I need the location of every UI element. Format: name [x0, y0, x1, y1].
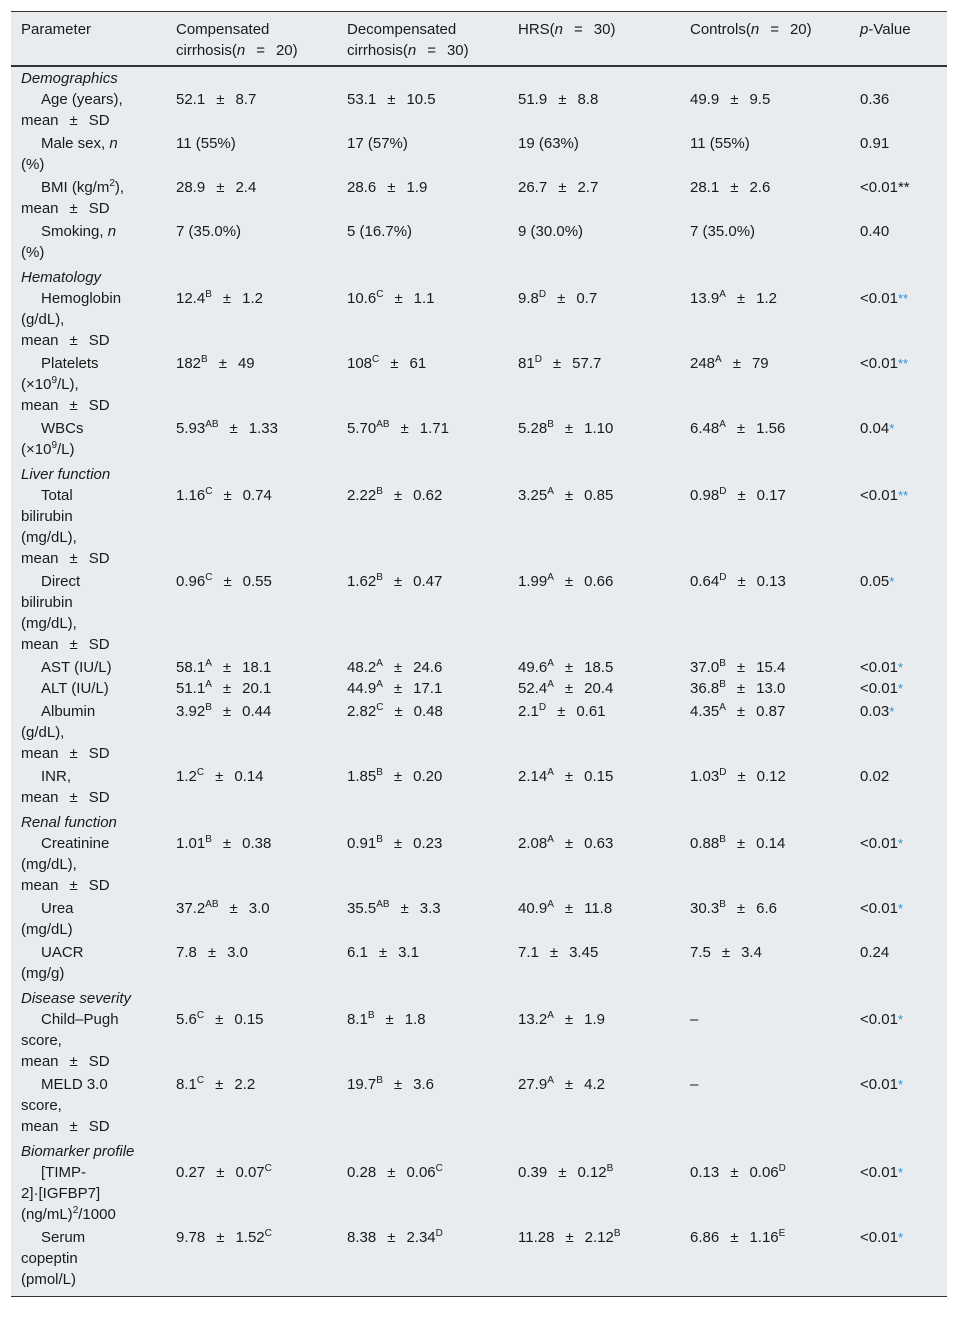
p-value: 0.91: [860, 135, 890, 152]
table-row: [11, 1227, 947, 1296]
cell: $9.78 \pm 1.52^C$: [176, 1228, 272, 1246]
cell: $1.03^D \pm 0.12$: [690, 767, 786, 785]
cell: –: [690, 1076, 699, 1093]
cell: $6.86 \pm 1.16^E$: [690, 1228, 786, 1246]
row-label: Platelets $(\times 10^9/L)$, mean ± SD: [21, 355, 110, 414]
cell: $40.9^A \pm 11.8$: [518, 899, 613, 917]
row-label: Albumin (g/dL), mean ± SD: [21, 703, 110, 762]
row-label: Hemoglobin (g/dL), mean ± SD: [21, 290, 122, 349]
row-label: Age (years), mean ± SD: [21, 91, 123, 129]
cell: 7.5 ± 3.4: [690, 944, 762, 961]
row-label: AST (IU/L): [41, 659, 112, 676]
cell: 9 (30.0%): [518, 223, 584, 240]
cell: $108^C \pm 61$: [347, 354, 427, 372]
cell: $0.96^C \pm 0.55$: [176, 572, 272, 590]
p-value: 0.05*: [860, 573, 895, 590]
header-row: [11, 12, 947, 66]
cell: $0.28 \pm 0.06^C$: [347, 1163, 443, 1181]
table-row: [11, 133, 947, 177]
cell: $0.88^B \pm 0.14$: [690, 834, 786, 852]
cell: $30.3^B \pm 6.6$: [690, 899, 777, 917]
cell: –: [690, 1011, 699, 1028]
cell: $248^A \pm 79$: [690, 354, 769, 372]
cell: 7 (35.0%): [690, 223, 756, 240]
cell: $1.99^A \pm 0.66$: [518, 572, 614, 590]
cell: 28.6 ± 1.9: [347, 179, 428, 196]
cell: $9.8^D \pm 0.7$: [518, 289, 598, 307]
cell: $2.08^A \pm 0.63$: [518, 834, 614, 852]
cell: $27.9^A \pm 4.2$: [518, 1075, 605, 1093]
table-row: [11, 571, 947, 657]
cell: $58.1^A \pm 18.1$: [176, 658, 272, 676]
p-value: <0.01**: [860, 355, 909, 372]
row-label: Male sex, n (%): [21, 135, 118, 173]
cell: $0.13 \pm 0.06^D$: [690, 1163, 786, 1181]
cell: 11 (55%): [176, 135, 236, 152]
cell: 52.1 ± 8.7: [176, 91, 257, 108]
table-row: [11, 1009, 947, 1074]
row-label: MELD 3.0 score, mean ± SD: [21, 1076, 110, 1135]
row-label: ALT (IU/L): [41, 680, 109, 697]
cell: 28.1 ± 2.6: [690, 179, 771, 196]
row-label: UACR (mg/g): [21, 944, 84, 982]
row-label: WBCs $(\times 10^9/L)$: [21, 420, 84, 458]
cell: $2.82^C \pm 0.48$: [347, 702, 443, 720]
table-row: [11, 942, 947, 986]
cell: 6.1 ± 3.1: [347, 944, 419, 961]
cell: $6.48^A \pm 1.56$: [690, 419, 786, 437]
cell: $5.28^B \pm 1.10$: [518, 419, 614, 437]
table-row: [11, 418, 947, 462]
table-row: [11, 657, 947, 678]
p-value: 0.24: [860, 944, 890, 961]
section-disease-severity: Disease severity: [21, 990, 132, 1007]
p-value: 0.03*: [860, 703, 895, 720]
cell: $0.91^B \pm 0.23$: [347, 834, 443, 852]
table-row: [11, 221, 947, 265]
cell: 7 (35.0%): [176, 223, 242, 240]
p-value: <0.01*: [860, 900, 904, 917]
table-row: [11, 89, 947, 133]
cell: 49.9 ± 9.5: [690, 91, 771, 108]
table-row: [11, 288, 947, 353]
cell: $2.22^B \pm 0.62$: [347, 486, 443, 504]
p-value: <0.01*: [860, 1011, 904, 1028]
row-label: Direct bilirubin (mg/dL), mean ± SD: [21, 573, 110, 653]
p-value: 0.02: [860, 768, 890, 785]
table-row: [11, 833, 947, 898]
cell: 28.9 ± 2.4: [176, 179, 257, 196]
p-value: <0.01*: [860, 1076, 904, 1093]
cell: 7.1 ± 3.45: [518, 944, 599, 961]
row-label: Creatinine (mg/dL), mean ± SD: [21, 835, 110, 894]
p-value: <0.01*: [860, 1229, 904, 1246]
cell: $49.6^A \pm 18.5$: [518, 658, 614, 676]
header-compensated: Compensated cirrhosis(n = 20): [166, 12, 337, 66]
cell: $52.4^A \pm 20.4$: [518, 679, 614, 697]
cell: $12.4^B \pm 1.2$: [176, 289, 263, 307]
row-label: [TIMP- 2]·[IGFBP7] $(ng/mL)^2/1000$: [21, 1164, 116, 1223]
row-label: INR, mean ± SD: [21, 768, 110, 806]
table-row: [11, 353, 947, 418]
data-table: [11, 12, 947, 1296]
table-row: [11, 678, 947, 701]
table-row: [11, 485, 947, 571]
cell: $44.9^A \pm 17.1$: [347, 679, 443, 697]
cell: $2.14^A \pm 0.15$: [518, 767, 614, 785]
cell: 5 (16.7%): [347, 223, 413, 240]
table-row: [11, 1074, 947, 1139]
section-renal-function: Renal function: [21, 814, 117, 831]
cell: $37.2^{AB} \pm 3.0$: [176, 899, 270, 917]
cell: $11.28 \pm 2.12^B$: [518, 1228, 621, 1246]
cell: $1.01^B \pm 0.38$: [176, 834, 272, 852]
cell: $0.98^D \pm 0.17$: [690, 486, 786, 504]
cell: $4.35^A \pm 0.87$: [690, 702, 786, 720]
cell: $8.38 \pm 2.34^D$: [347, 1228, 443, 1246]
cell: $35.5^{AB} \pm 3.3$: [347, 899, 441, 917]
cell: $8.1^C \pm 2.2$: [176, 1075, 256, 1093]
p-value: 0.40: [860, 223, 890, 240]
cell: $19.7^B \pm 3.6$: [347, 1075, 434, 1093]
row-label: Child–Pugh score, mean ± SD: [21, 1011, 119, 1070]
section-liver-function: Liver function: [21, 466, 111, 483]
header-hrs: HRS(n = 30): [508, 12, 680, 66]
row-label: Serum copeptin (pmol/L): [21, 1229, 86, 1288]
table-row: [11, 177, 947, 221]
p-value: <0.01*: [860, 835, 904, 852]
cell: 51.9 ± 8.8: [518, 91, 599, 108]
cell: $1.85^B \pm 0.20$: [347, 767, 443, 785]
p-value: <0.01**: [860, 487, 909, 504]
cell: $36.8^B \pm 13.0$: [690, 679, 786, 697]
cell: 7.8 ± 3.0: [176, 944, 248, 961]
cell: $1.16^C \pm 0.74$: [176, 486, 272, 504]
row-label: Smoking, n (%): [21, 223, 117, 261]
table-row: [11, 701, 947, 766]
cell: $2.1^D \pm 0.61$: [518, 702, 606, 720]
header-parameter: Parameter: [11, 12, 166, 66]
p-value: <0.01**: [860, 290, 909, 307]
cell: $0.39 \pm 0.12^B$: [518, 1163, 614, 1181]
cell: 17 (57%): [347, 135, 408, 152]
header-decompensated: Decompensated cirrhosis(n = 30): [337, 12, 508, 66]
p-value: <0.01*: [860, 659, 904, 676]
cell: $0.27 \pm 0.07^C$: [176, 1163, 272, 1181]
p-value: 0.04*: [860, 420, 895, 437]
section-biomarker-profile: Biomarker profile: [21, 1143, 135, 1160]
cell: $1.62^B \pm 0.47$: [347, 572, 443, 590]
row-label: Urea (mg/dL): [21, 900, 74, 938]
cell: $81^D \pm 57.7$: [518, 354, 602, 372]
row-label: BMI $(kg/m^2)$, mean ± SD: [21, 178, 125, 217]
cell: $5.6^C \pm 0.15$: [176, 1010, 264, 1028]
table-container: [11, 11, 947, 1297]
p-value: <0.01*: [860, 680, 904, 697]
row-label: Total bilirubin (mg/dL), mean ± SD: [21, 487, 110, 567]
cell: $5.93^{AB} \pm 1.33$: [176, 419, 278, 437]
cell: $13.9^A \pm 1.2$: [690, 289, 777, 307]
cell: $51.1^A \pm 20.1$: [176, 679, 272, 697]
cell: 11 (55%): [690, 135, 750, 152]
cell: $5.70^{AB} \pm 1.71$: [347, 419, 449, 437]
header-controls: Controls(n = 20): [680, 12, 850, 66]
cell: $48.2^A \pm 24.6$: [347, 658, 443, 676]
cell: $37.0^B \pm 15.4$: [690, 658, 786, 676]
header-pvalue: p-Value: [850, 12, 947, 66]
cell: $182^B \pm 49$: [176, 354, 255, 372]
table-row: [11, 1162, 947, 1227]
p-value: <0.01*: [860, 1164, 904, 1181]
cell: 53.1 ± 10.5: [347, 91, 436, 108]
cell: 19 (63%): [518, 135, 579, 152]
section-hematology: Hematology: [21, 269, 102, 286]
cell: $3.25^A \pm 0.85$: [518, 486, 614, 504]
cell: $8.1^B \pm 1.8$: [347, 1010, 426, 1028]
table-row: [11, 898, 947, 942]
cell: $13.2^A \pm 1.9$: [518, 1010, 605, 1028]
cell: 26.7 ± 2.7: [518, 179, 599, 196]
p-value: <0.01**: [860, 179, 910, 196]
cell: $3.92^B \pm 0.44$: [176, 702, 272, 720]
p-value: 0.36: [860, 91, 890, 108]
section-demographics: Demographics: [21, 70, 118, 87]
cell: $10.6^C \pm 1.1$: [347, 289, 435, 307]
cell: $1.2^C \pm 0.14$: [176, 767, 264, 785]
cell: $0.64^D \pm 0.13$: [690, 572, 786, 590]
table-row: [11, 766, 947, 810]
